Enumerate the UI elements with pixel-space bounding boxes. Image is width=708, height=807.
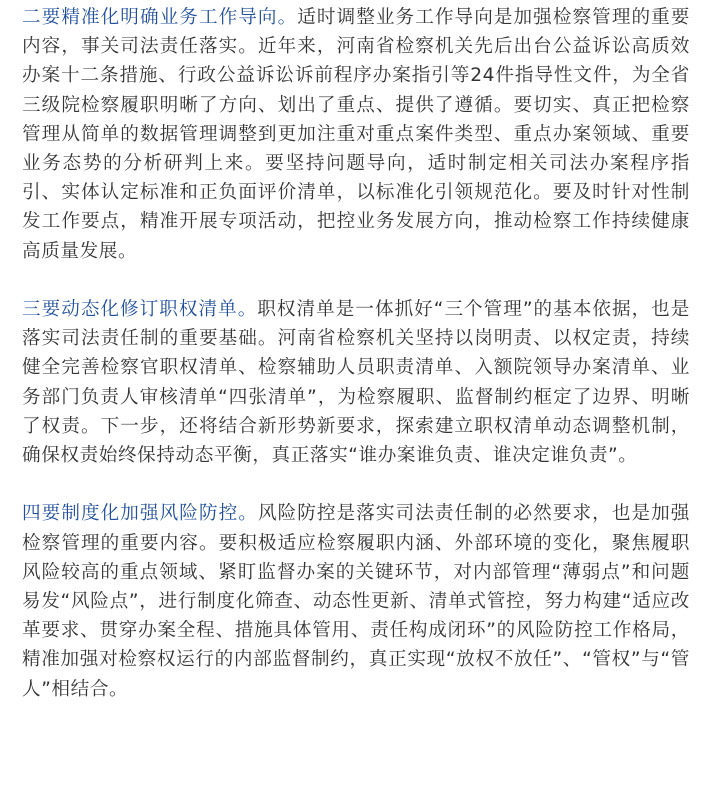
paragraph-business-orientation — [22, 3, 690, 266]
paragraph-text: 职权清单是一体抓好“三个管理”的基本依据，也是落实司法责任制的重要基础。河南省检察机关坚持以岗明责、以权定责，持续健全完善检察官职权清单、检察辅助人员职责清单、入额院领导办案清单、业务部门负责人审核清单“四张清单”，为检察履职、监督制约框定了边界、明晰了权责。下一步，还将结合新形势新要求，探索建立职权清单动态调整机制，确保权责始终保持动态平衡，真正落实“谁办案谁负责、谁决定谁负责”。 — [22, 299, 690, 467]
paragraph-heading: 四要制度化加强风险防控。 — [22, 503, 258, 525]
paragraph-heading: 二要精准化明确业务工作导向。 — [22, 7, 298, 28]
paragraph-text: 风险防控是落实司法责任制的必然要求，也是加强检察管理的重要内容。要积极适应检察履职内涵、外部环境的变化，聚焦履职风险较高的重点领域、紧盯监督办案的关键环节，对内部管理“薄弱点”和问题易发“风险点”，进行制度化筛查、动态性更新、清单式管控，努力构建“适应改革要求、贯穿办案全程、措施具体管用、责任构成闭环”的风险防控工作格局，精准加强对检察权运行的内部监督制约，真正实现“放权不放任”、“管权”与“管人”相结合。 — [22, 503, 691, 700]
paragraph-risk-control — [22, 499, 690, 703]
paragraph-text: 适时调整业务工作导向是加强检察管理的重要内容，事关司法责任落实。近年来，河南省检察机关先后出台公益诉讼高质效办案十二条措施、行政公益诉讼诉前程序办案指引等24件指导性文件，为全省三级院检察履职明晰了方向、划出了重点、提供了遵循。要切实、真正把检察管理从简单的数据管理调整到更加注重对重点案件类型、重点办案领域、重要业务态势的分析研判上来。要坚持问题导向，适时制定相关司法办案程序指引、实体认定标准和正负面评价清单，以标准化引领规范化。要及时针对性制发工作要点，精准开展专项活动，把控业务发展方向，推动检察工作持续健康高质量发展。 — [22, 7, 690, 262]
paragraph-power-list — [22, 295, 690, 470]
article-body — [22, 3, 690, 704]
paragraph-heading: 三要动态化修订职权清单。 — [22, 299, 258, 321]
